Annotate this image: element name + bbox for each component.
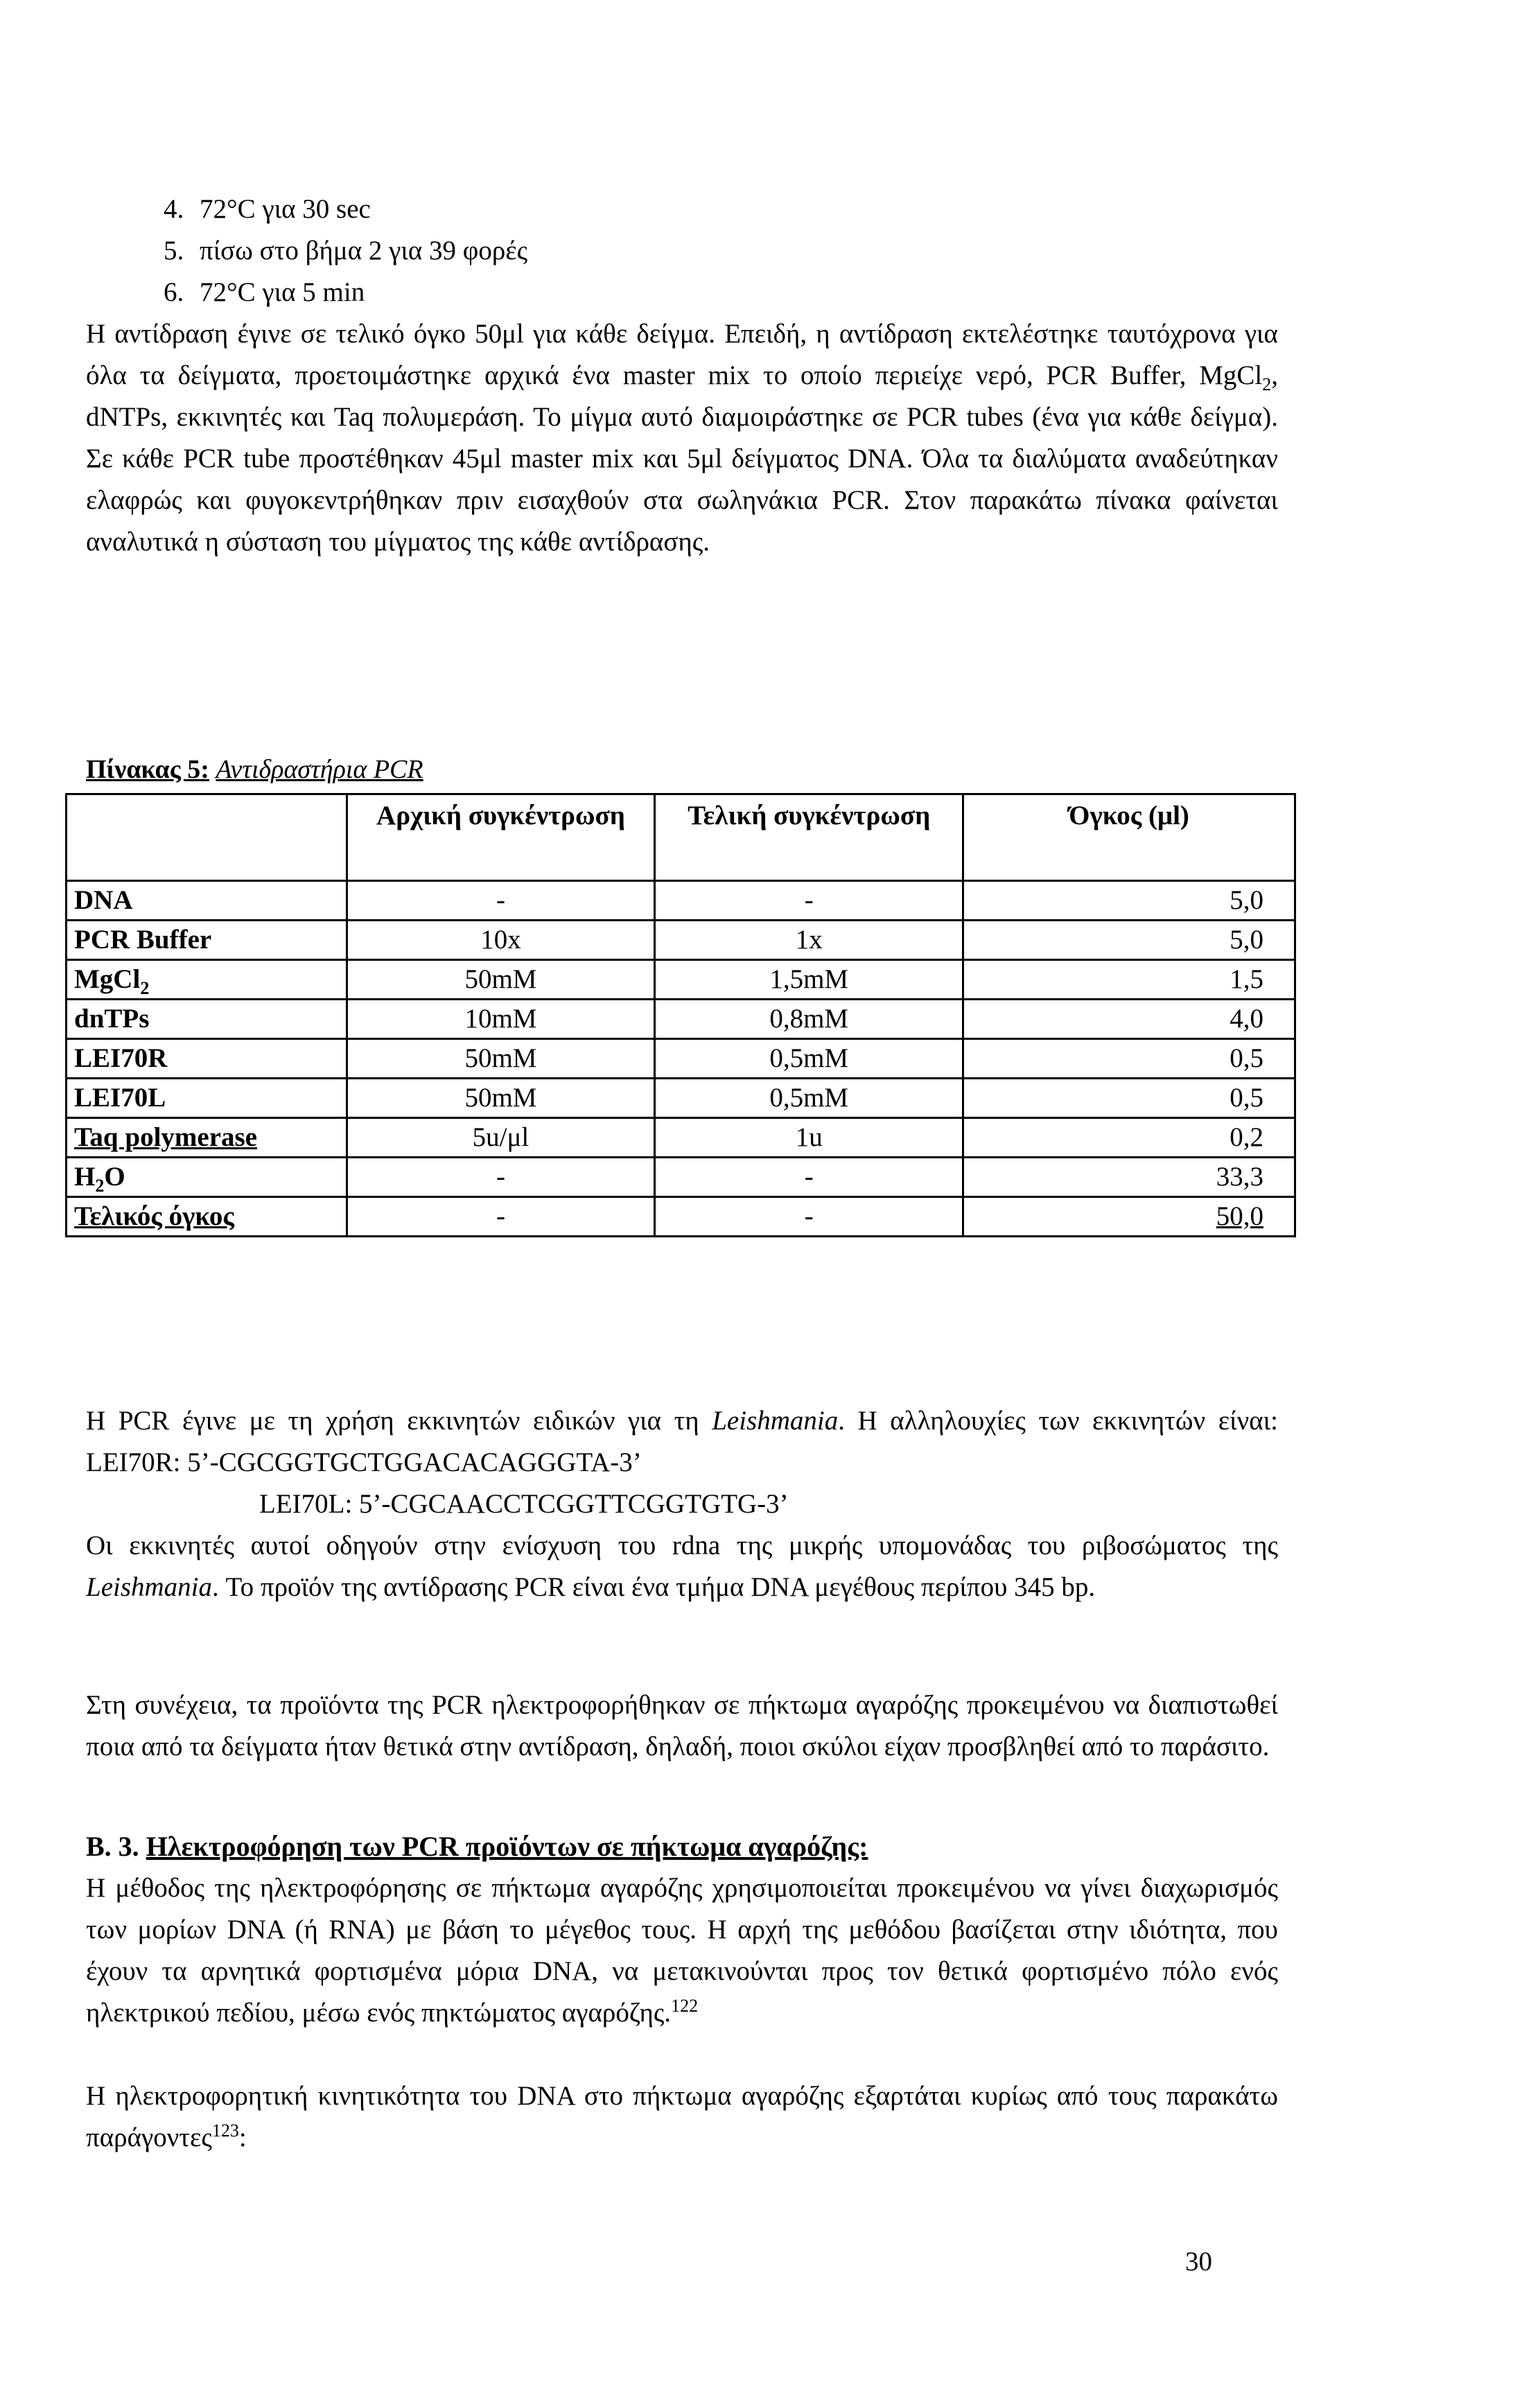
table-row: DNA - - 5,0 <box>67 881 1295 921</box>
table-header-row <box>67 794 1295 881</box>
table-row: dnTPs 10mM 0,8mM 4,0 <box>67 1000 1295 1039</box>
section-heading: Β. 3. Ηλεκτροφόρηση των PCR προϊόντων σε πήκτωμα αγαρόζης: <box>86 1831 868 1862</box>
header-final-concentration: Τελική συγκέντρωση <box>655 794 963 881</box>
table-caption: Πίνακας 5: Αντιδραστήρια PCR <box>86 755 423 784</box>
list-item: 4. 72°C για 30 sec <box>164 194 371 224</box>
mobility-paragraph: Η ηλεκτροφορητική κινητικότητα του DNA στο πήκτωμα αγαρόζης εξαρτάται κυρίως από τους παρακάτω παράγοντες$^{123}$: <box>86 2081 1278 2152</box>
list-item: 6. 72°C για 5 min <box>164 277 365 307</box>
list-item: 5. πίσω στο βήμα 2 για 39 φορές <box>164 236 528 265</box>
reaction-paragraph: Η αντίδραση έγινε σε τελικό όγκο 50μl για κάθε δείγμα. Επειδή, η αντίδραση εκτελέστηκε ταυτόχρονα για όλα τα δείγματα, προετοιμάστηκε αρχικά ένα master mix το οποίο περιείχε νερό, PCR Buffer, MgCl$_2$, dNTPs, εκκινητές και Taq πολυμεράση. Το μίγμα αυτό διαμοιράστηκε σε PCR tubes (ένα για κάθε δείγμα). Σε κάθε PCR tube προστέθηκαν 45μl master mix και 5μl δείγματος DNA. Όλα τα διαλύματα αναδεύτηκαν ελαφρώς και φυγοκεντρήθηκαν πριν εισαχθούν στα σωληνάκια PCR. Στον παρακάτω πίνακα φαίνεται αναλυτικά η σύσταση του μίγματος της κάθε αντίδρασης. <box>86 319 1278 557</box>
footnote-ref: 123 <box>211 2121 239 2141</box>
table-row: MgCl$_2$ 50mM 1,5mM 1,5 <box>67 960 1295 1000</box>
page-number: 30 <box>1185 2247 1212 2276</box>
table-row: Taq polymerase 5u/μl 1u 0,2 <box>67 1118 1295 1158</box>
reagents-table <box>65 793 1296 1237</box>
pcr-steps-list <box>164 189 527 313</box>
header-initial-concentration: Αρχική συγκέντρωση <box>347 794 655 881</box>
table-row: $H_2O$ - - 33,3 <box>67 1158 1295 1197</box>
electrophoresis-intro-paragraph: Στη συνέχεια, τα προϊόντα της PCR ηλεκτροφορήθηκαν σε πήκτωμα αγαρόζης προκειμένου να διαπιστωθεί ποια από τα δείγματα ήταν θετικά στην αντίδραση, δηλαδή, ποιοι σκύλοι είχαν προσβληθεί από το παράσιτο. <box>86 1690 1278 1761</box>
table-row: Τελικός όγκος - - 50,0 <box>67 1197 1295 1237</box>
table-row: PCR Buffer 10x 1x 5,0 <box>67 921 1295 960</box>
method-paragraph: Η μέθοδος της ηλεκτροφόρησης σε πήκτωμα αγαρόζης χρησιμοποιείται προκειμένου να γίνει διαχωρισμός των μορίων DNA (ή RNA) με βάση το μέγεθος τους. Η αρχή της μεθόδου βασίζεται στην ιδιότητα, που έχουν τα αρνητικά φορτισμένα μόρια DNA, να μετακινούνται προς τον θετικά φορτισμένο πόλο ενός ηλεκτρικού πεδίου, μέσω ενός πηκτώματος αγαρόζης.$^{122}$ <box>86 1873 1278 2028</box>
primers-paragraph: Η PCR έγινε με τη χρήση εκκινητών ειδικών για τη Leishmania. Η αλληλουχίες των εκκινητών είναι: LEI70R: 5’-CGCGGTGCTGGACACAGGGTA-3’ LEI70L: 5’-CGCAACCTCGGTTCGGTGTG-3’ Οι εκκινητές αυτοί οδηγούν στην ενίσχυση του rdna της μικρής υπομονάδας του ριβοσώματος της Leishmania. Το προϊόν της αντίδρασης PCR είναι ένα τμήμα DNA μεγέθους περίπου 345 bp. <box>86 1406 1278 1602</box>
header-volume: Όγκος (μl) <box>963 794 1295 881</box>
table-row: LEI70L 50mM 0,5mM 0,5 <box>67 1079 1295 1118</box>
header-cell <box>67 794 347 881</box>
footnote-ref: 122 <box>671 1996 699 2016</box>
table-row: LEI70R 50mM 0,5mM 0,5 <box>67 1039 1295 1079</box>
